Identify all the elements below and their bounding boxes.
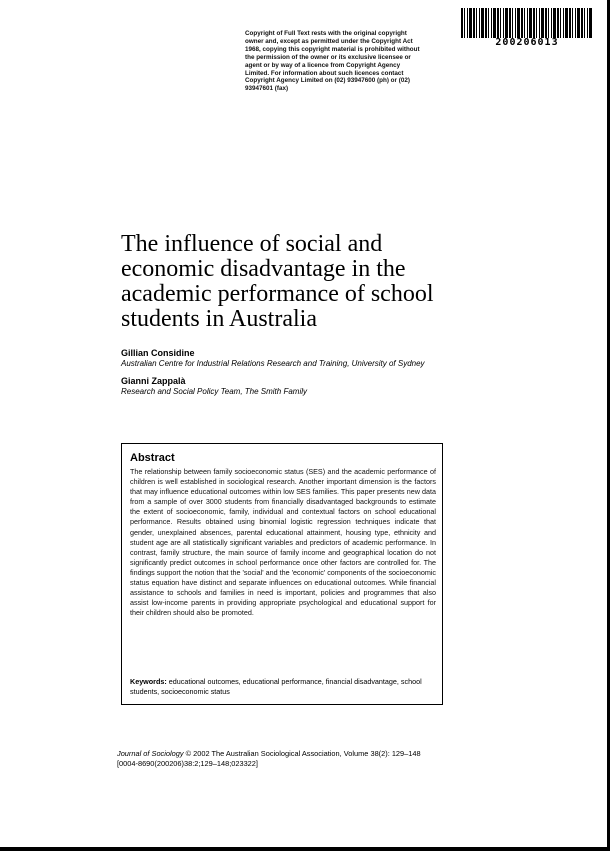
copyright-notice: Copyright of Full Text rests with the original copyright owner and, except as permitted under the Copyright Act 1968, copying this copyright material is prohibited without the permission of the owner or its exclusive licensee or agent or by way of a licence from Copyright Agency Limited. For information about such licences contact Copyright Agency Limited on (02) 93947600 (ph) or (02) 93947601 (fax) [245, 30, 420, 93]
barcode-number: 200206013 [495, 37, 559, 48]
abstract-text: The relationship between family socioeconomic status (SES) and the academic performance of children is well established in sociological research. Another important dimension is the factors that may influence educational outcomes within low SES families. This paper presents new data from a sample of over 3000 students from financially disadvantaged backgrounds to estimate the extent of socioeconomic, family, individual and contextual factors on school educational performance. Results obtained using binomial logistic regression techniques indicate that gender, unexplained absences, parental educational attainment, housing type, ethnicity and student age are all statistically significant variables and predictors of academic performance. In contrast, family structure, the main source of family income and geographical location do not significantly predict outcomes in school performance once other factors are controlled for. The findings support the notion that the 'social' and the 'economic' components of the socioeconomic status equation have distinct and separate influences on educational outcomes. While financial assistance to schools and families in need is important, policies and programmes that also assist low-income parents in providing appropriate psychological and educational support for their children should also be promoted. [130, 467, 436, 618]
author-list [121, 348, 461, 404]
keywords-list: educational outcomes, educational performance, financial disadvantage, school students, socioeconomic status [130, 677, 422, 696]
barcode [461, 8, 593, 50]
author-affiliation: Research and Social Policy Team, The Smith Family [121, 387, 307, 396]
keywords-label: Keywords: [130, 677, 167, 686]
citation-details: © 2002 The Australian Sociological Association, Volume 38(2): 129–148 [183, 749, 421, 758]
paper-title: The influence of social and economic disadvantage in the academic performance of school students in Australia [121, 231, 434, 332]
author-name: Gianni Zappalà [121, 376, 186, 386]
author-affiliation: Australian Centre for Industrial Relations Research and Training, University of Sydney [121, 359, 425, 368]
barcode-icon [461, 8, 593, 38]
keywords [130, 677, 436, 697]
citation [117, 749, 447, 769]
citation-doi: [0004-8690(200206)38:2;129–148;023322] [117, 759, 258, 768]
journal-name: Journal of Sociology [117, 749, 184, 758]
author-name: Gillian Considine [121, 348, 195, 358]
abstract-heading: Abstract [130, 452, 175, 464]
